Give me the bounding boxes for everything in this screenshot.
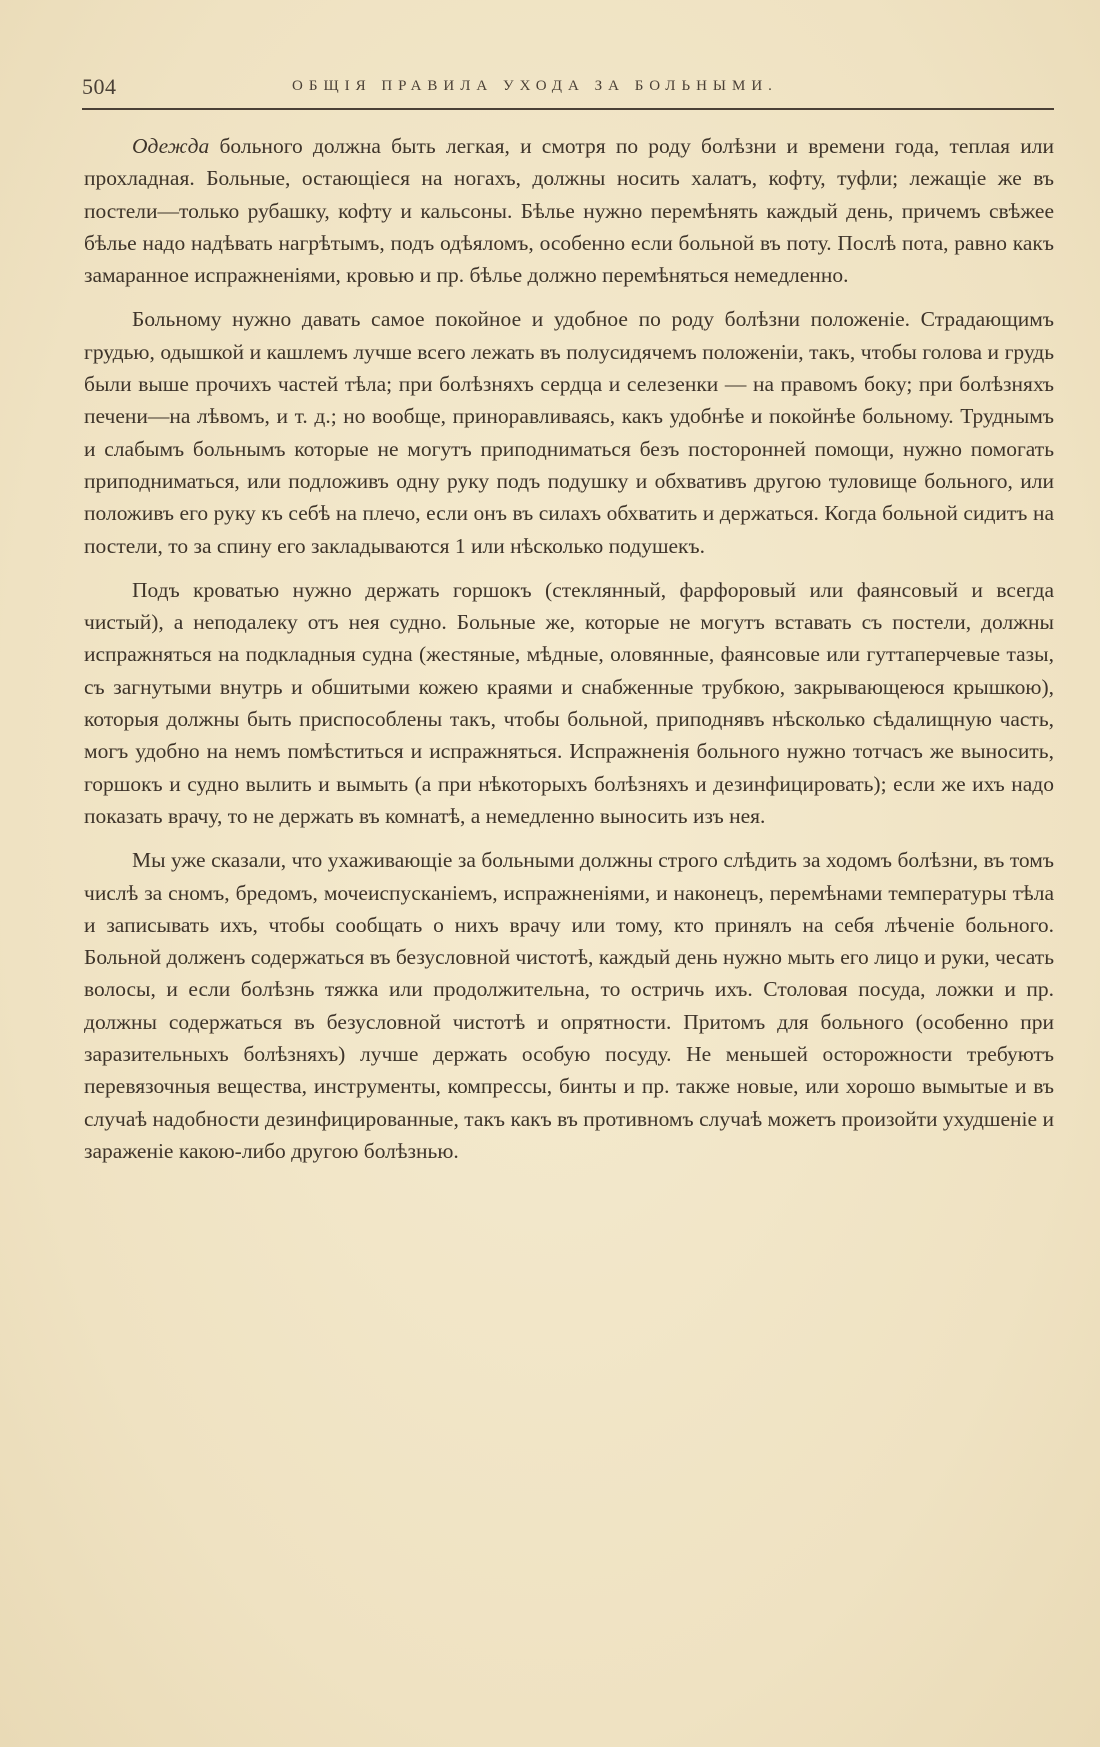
paragraph-text: больного должна быть легкая, и смотря по роду болѣзни и времени года, теплая или прохладная. Больные, остающіеся на ногахъ, должны носить халатъ, кофту, туфли; лежащіе же въ постели—только рубашку, кофту и кальсоны. Бѣлье нужно перемѣнять каждый день, причемъ свѣжее бѣлье надо надѣвать нагрѣтымъ, подъ одѣяломъ, особенно если больной въ поту. Послѣ пота, равно какъ замаранное испражненіями, кровью и пр. бѣлье должно перемѣняться немедленно.	[84, 134, 1054, 288]
paragraph-text: Подъ кроватью нужно держать горшокъ (стеклянный, фарфоровый или фаянсовый и всегда чистый), а неподалеку отъ нея судно. Больные же, которые не могутъ вставать съ постели, должны испражняться на подкладныя судна (жестяные, мѣдные, оловянные, фаянсовые или гуттаперчевые тазы, съ загнутыми внутрь и обшитыми кожею краями и снабженные трубкою, закрывающеюся крышкою), которыя должны быть приспособлены такъ, чтобы больной, приподнявъ нѣсколько сѣдалищную часть, могъ удобно на немъ помѣститься и испражняться. Испражненія больного нужно тотчасъ же выносить, горшокъ и судно вылить и вымыть (а при нѣкоторыхъ болѣзняхъ и дезинфицировать); если же ихъ надо показать врачу, то не держать въ комнатѣ, а немедленно выносить изъ нея.	[84, 577, 1054, 828]
header-rule	[82, 108, 1054, 110]
paragraph-text: Мы уже сказали, что ухаживающіе за больными должны строго слѣдить за ходомъ болѣзни, въ томъ числѣ за сномъ, бредомъ, мочеиспусканіемъ, испражненіями, и наконецъ, перемѣнами температуры тѣла и записывать ихъ, чтобы сообщать о нихъ врачу или тому, кто принялъ на себя лѣченіе больного. Больной долженъ содержаться въ безусловной чистотѣ, каждый день нужно мыть его лицо и руки, чесать волосы, и если болѣзнь тяжка или продолжительна, то остричь ихъ. Столовая посуда, ложки и пр. должны содержаться въ безусловной чистотѣ и опрятности. Притомъ для больного (особенно при заразительныхъ болѣзняхъ) лучше держать особую посуду. Не меньшей осторожности требуютъ перевязочныя вещества, инструменты, компрессы, бинты и пр. также новые, или хорошо вымытые и въ случаѣ надобности дезинфицированные, такъ какъ въ противномъ случаѣ можетъ произойти ухудшеніе и зараженіе какою-либо другою болѣзнью.	[84, 848, 1054, 1163]
body-text	[84, 130, 1054, 1179]
paragraph-lead-word: Одежда	[132, 134, 210, 158]
paragraph-text: Больному нужно давать самое покойное и удобное по роду болѣзни положеніе. Страдающимъ грудью, одышкой и кашлемъ лучше всего лежать въ полусидячемъ положеніи, такъ, чтобы голова и грудь были выше прочихъ частей тѣла; при болѣзняхъ сердца и селезенки — на правомъ боку; при болѣзняхъ печени—на лѣвомъ, и т. д.; но вообще, приноравливаясь, какъ удобнѣе и покойнѣе больному. Труднымъ и слабымъ больнымъ которые не могутъ приподниматься безъ посторонней помощи, нужно помогать приподниматься, или подложивъ одну руку подъ подушку и обхвативъ другою туловище больного, или положивъ его руку къ себѣ на плечо, если онъ въ силахъ обхватить и держаться. Когда больной сидитъ на постели, то за спину его закладываются 1 или нѣсколько подушекъ.	[84, 307, 1054, 558]
page-number: 504	[82, 74, 117, 99]
page-header	[82, 68, 1054, 108]
paragraph-vessels	[84, 574, 1054, 832]
paragraph-position	[84, 303, 1054, 561]
running-head: ОБЩІЯ ПРАВИЛА УХОДА ЗА БОЛЬНЫМИ.	[292, 78, 778, 94]
paragraph-clothing	[84, 130, 1054, 291]
paragraph-hygiene	[84, 844, 1054, 1167]
